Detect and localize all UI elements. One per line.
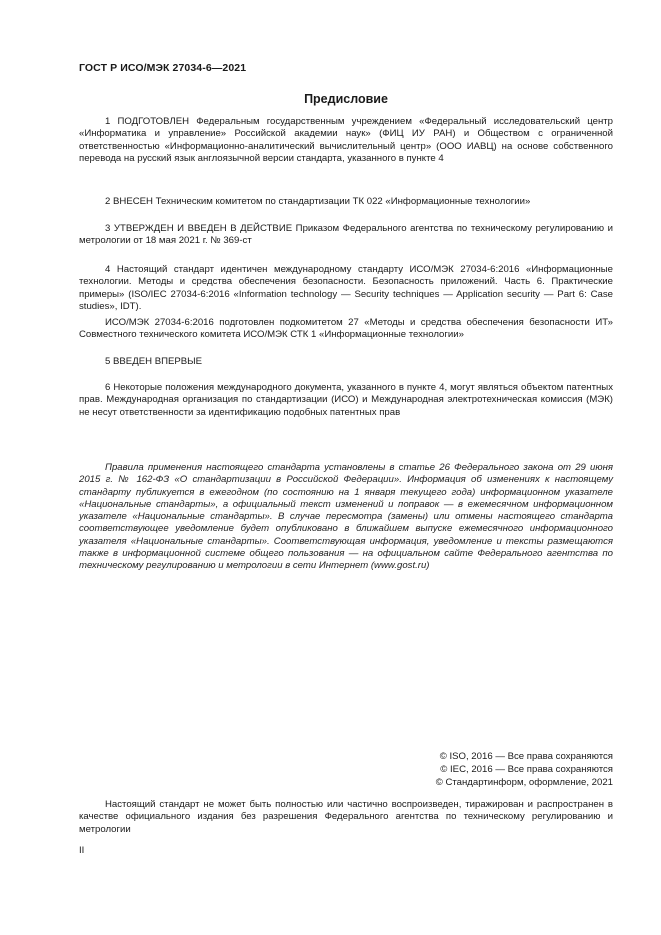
page-number: II: [79, 845, 85, 856]
paragraph-approved: 3 УТВЕРЖДЕН И ВВЕДЕН В ДЕЙСТВИЕ Приказом Федерального агентства по техническому регулированию и метрологии от 18 мая 2021 г. № 369-ст: [79, 223, 613, 247]
copyright-block: [380, 750, 613, 789]
paragraph-patent-rights: 6 Некоторые положения международного документа, указанного в пункте 4, могут являться объектом патентных прав. Международная организация по стандартизации (ИСО) и Международная электротехническая комиссия (МЭК) не несут ответственности за идентификацию подобных патентных прав: [79, 382, 613, 418]
page-title: Предисловие: [304, 92, 388, 106]
application-rules-notice: Правила применения настоящего стандарта установлены в статье 26 Федерального закона от 29 июня 2015 г. № 162-ФЗ «О стандартизации в Российской Федерации». Информация об изменениях к настоящему стандарту публикуется в ежегодном (по состоянию на 1 января текущего года) информационном указателе «Национальные стандарты», а официальный текст изменений и поправок — в ежемесячном информационном указателе «Национальные стандарты». В случае пересмотра (замены) или отмены настоящего стандарта соответствующее уведомление будет опубликовано в ближайшем выпуске ежемесячного информационного указателя «Национальные стандарты». Соответствующая информация, уведомление и тексты размещаются также в информационной системе общего пользования — на официальном сайте Федерального агентства по техническому регулированию и метрологии в сети Интернет (www.gost.ru): [79, 462, 613, 572]
reproduction-notice: Настоящий стандарт не может быть полностью или частично воспроизведен, тиражирован и распространен в качестве официального издания без разрешения Федерального агентства по техническому регулированию и метрологии: [79, 799, 613, 835]
paragraph-prepared-by: 1 ПОДГОТОВЛЕН Федеральным государственным учреждением «Федеральный исследовательский центр «Информатика и управление» Российской академии наук» (ФИЦ ИУ РАН) и Обществом с ограниченной ответственностью «Информационно-аналитический вычислительный центр» (ООО ИАВЦ) на основе собственного перевода на русский язык англоязычной версии стандарта, указанного в пункте 4: [79, 116, 613, 164]
paragraph-submitted-by: 2 ВНЕСЕН Техническим комитетом по стандартизации ТК 022 «Информационные технологии»: [105, 196, 531, 207]
copyright-iso: © ISO, 2016 — Все права сохраняются: [439, 751, 613, 762]
copyright-iec: © IEC, 2016 — Все права сохраняются: [440, 764, 613, 775]
paragraph-introduced-first: 5 ВВЕДЕН ВПЕРВЫЕ: [105, 356, 203, 367]
standard-code-header: ГОСТ Р ИСО/МЭК 27034-6—2021: [79, 62, 247, 74]
paragraph-identical-standard: 4 Настоящий стандарт идентичен международному стандарту ИСО/МЭК 27034-6:2016 «Информационные технологии. Методы и средства обеспечения безопасности. Безопасность приложений. Часть 6. Практические примеры» (ISO/IEC 27034-6:2016 «Information technology — Security techniques — Application security — Part 6: Case studies», IDT).: [79, 264, 613, 312]
copyright-standartinform: © Стандартинформ, оформление, 2021: [435, 777, 613, 788]
paragraph-prepared-subcommittee: ИСО/МЭК 27034-6:2016 подготовлен подкомитетом 27 «Методы и средства обеспечения безопасности ИТ» Совместного технического комитета ИСО/МЭК СТК 1 «Информационные технологии»: [79, 317, 613, 341]
